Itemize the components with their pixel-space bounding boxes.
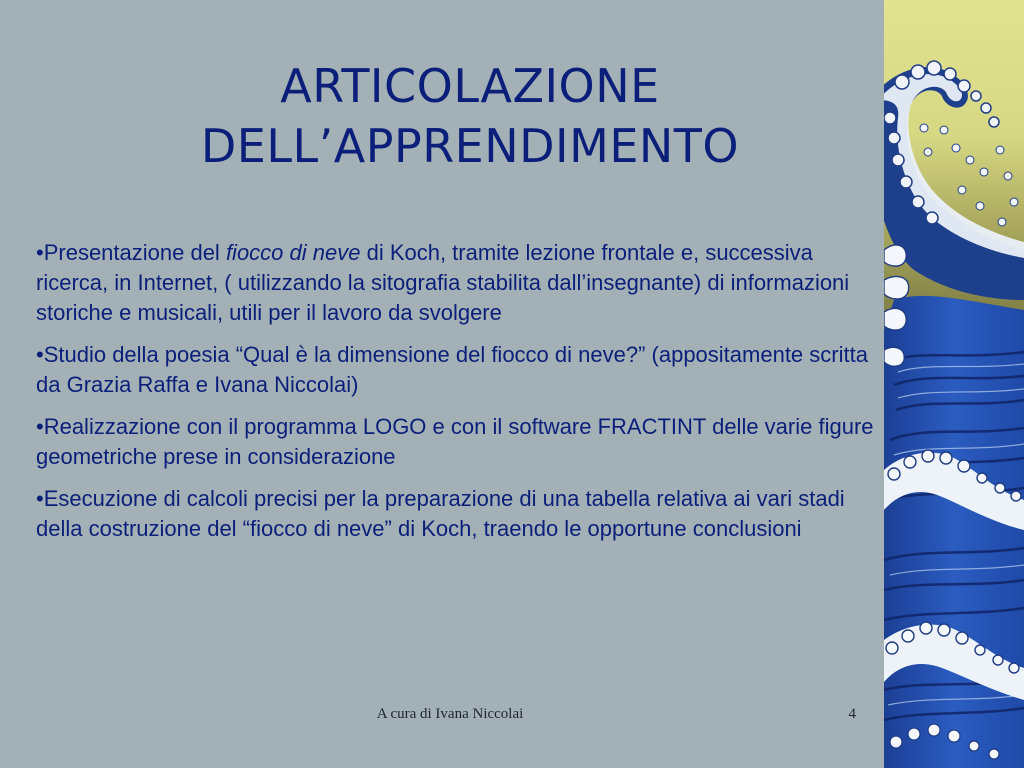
title-line-2: DELL’APPRENDIMENTO — [200, 119, 740, 173]
footer-author: A cura di Ivana Niccolai — [376, 706, 524, 722]
great-wave-artwork — [884, 0, 1024, 768]
bullet-text: •Presentazione del — [36, 240, 226, 265]
bullet-text: di Koch, tramite lezione frontale e, successiva ricerca, in Internet, ( utilizzando la sitografia stabilita dall’insegnante) di informazioni storiche e musicali, utili per il lavoro da svolgere — [36, 240, 850, 325]
bullet-emphasis: fiocco di neve — [225, 240, 361, 265]
bullet-text: •Esecuzione di calcoli precisi per la preparazione di una tabella relativa ai vari stadi della costruzione del “fiocco di neve” di Koch, traendo le opportune conclusioni — [36, 486, 845, 541]
bullet-item — [36, 238, 876, 328]
bullet-text: •Studio della poesia “Qual è la dimensione del fiocco di neve?” (appositamente scritta da Grazia Raffa e Ivana Niccolai) — [36, 342, 868, 397]
slide-title — [60, 56, 880, 176]
title-line-1: ARTICOLAZIONE — [280, 59, 660, 113]
bullet-list — [36, 238, 876, 556]
bullet-item — [36, 340, 876, 400]
bullet-text: •Realizzazione con il programma LOGO e con il software FRACTINT delle varie figure geometriche prese in considerazione — [36, 414, 874, 469]
page-number: 4 — [848, 706, 856, 722]
bullet-item — [36, 484, 876, 544]
bullet-item — [36, 412, 876, 472]
